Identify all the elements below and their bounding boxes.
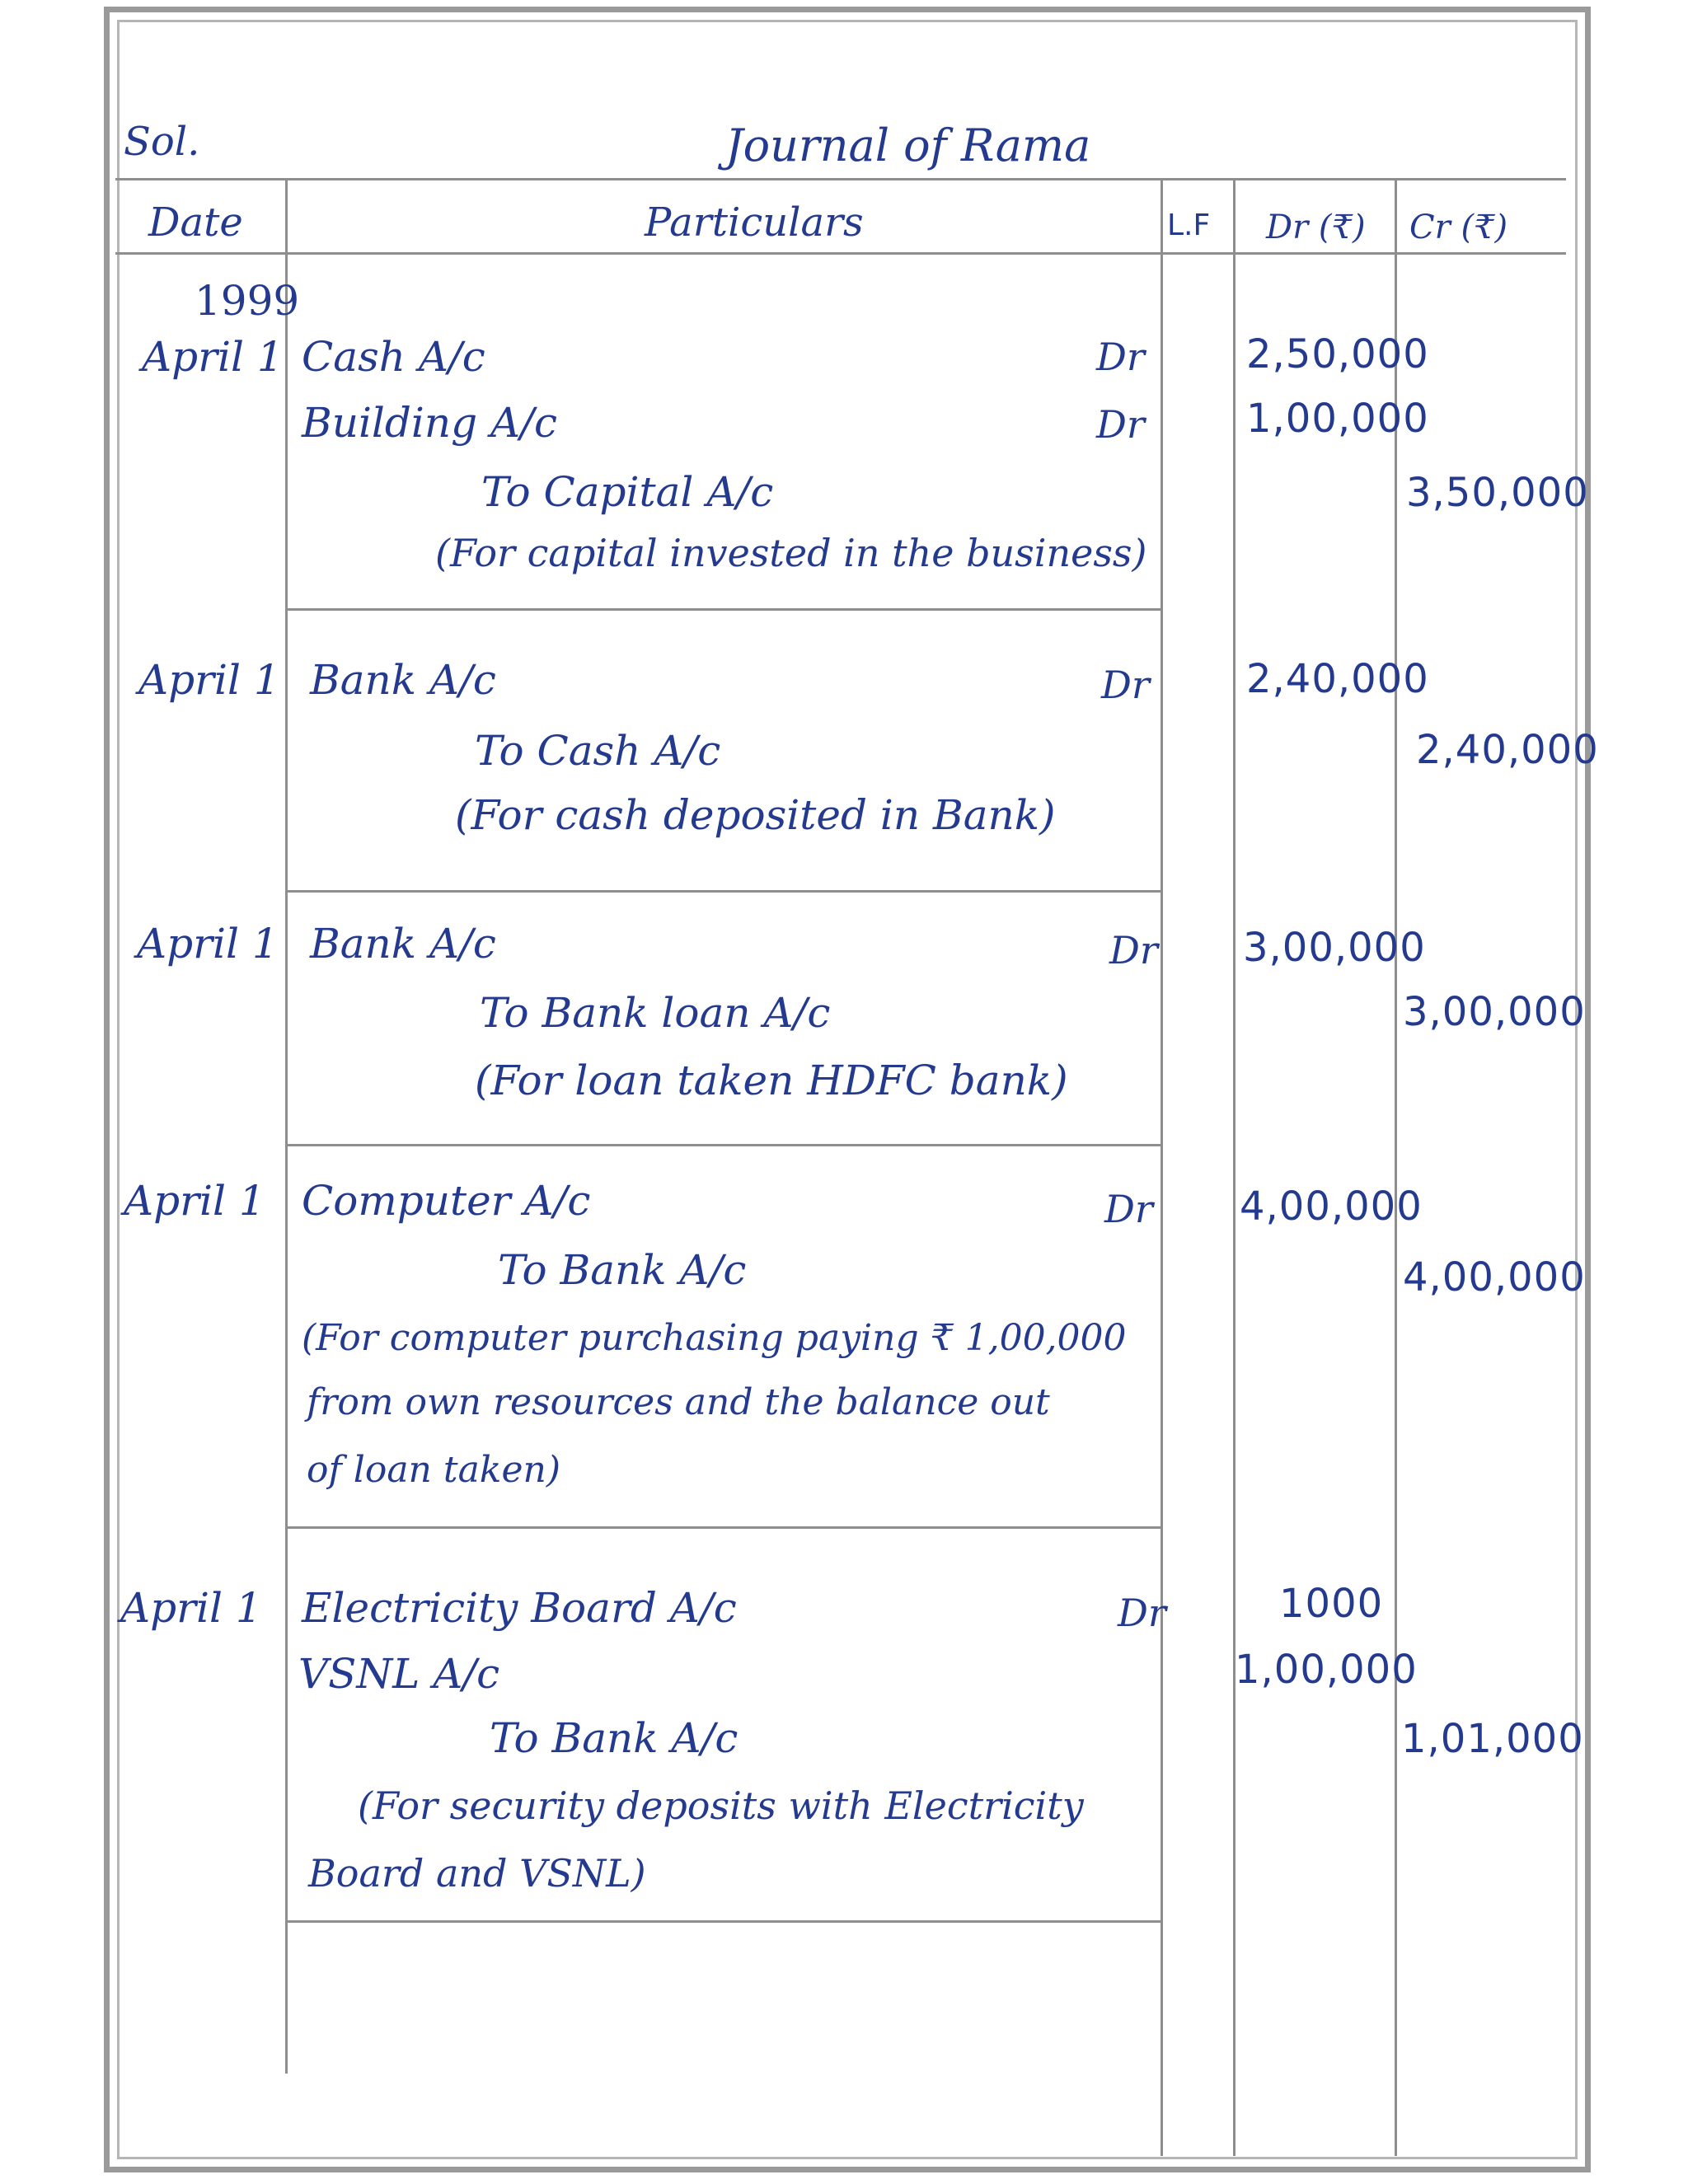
entry-1-narration-1: (For capital invested in the business) bbox=[435, 531, 1147, 575]
entry-3-narration-1: (For loan taken HDFC bank) bbox=[475, 1057, 1068, 1104]
entry-separator-4 bbox=[285, 1526, 1160, 1529]
header-rule bbox=[115, 252, 1566, 255]
entry-separator-2 bbox=[285, 890, 1160, 893]
entry-5-line-3-account: To Bank A/c bbox=[490, 1714, 738, 1762]
entry-5-narration-2: Board and VSNL) bbox=[308, 1851, 646, 1896]
entry-1-line-3-account: To Capital A/c bbox=[481, 468, 774, 516]
entry-4-line-2-account: To Bank A/c bbox=[498, 1246, 747, 1294]
entry-separator-3 bbox=[285, 1144, 1160, 1146]
entry-3-line-1-debit: 3,00,000 bbox=[1243, 925, 1426, 971]
entry-4-narration-1: (For computer purchasing paying ₹ 1,00,000 bbox=[302, 1317, 1127, 1359]
entry-4-line-2-credit: 4,00,000 bbox=[1403, 1254, 1586, 1301]
entry-5-line-2-debit: 1,00,000 bbox=[1235, 1647, 1418, 1693]
entry-2-line-2-account: To Cash A/c bbox=[475, 727, 721, 775]
entry-5-line-1-debit: 1000 bbox=[1279, 1581, 1384, 1627]
entry-2-line-1-dr-mark: Dr bbox=[1101, 663, 1150, 707]
entry-2-date: April 1 bbox=[138, 656, 280, 704]
entry-4-line-1-debit: 4,00,000 bbox=[1240, 1183, 1423, 1230]
entry-2-line-2-credit: 2,40,000 bbox=[1416, 727, 1599, 773]
lf-column-line-right bbox=[1233, 178, 1236, 2156]
col-header-debit: Dr (₹) bbox=[1266, 209, 1366, 246]
entry-2-narration-1: (For cash deposited in Bank) bbox=[455, 791, 1056, 839]
debit-column-line bbox=[1395, 178, 1397, 2156]
lf-column-line-left bbox=[1160, 178, 1163, 2156]
entry-3-line-1-account: Bank A/c bbox=[310, 920, 496, 968]
entry-2-line-1-debit: 2,40,000 bbox=[1246, 656, 1429, 702]
entry-year: 1999 bbox=[195, 277, 300, 325]
title-rule bbox=[115, 178, 1566, 180]
col-header-lf: L.F bbox=[1167, 209, 1211, 242]
entry-4-line-1-account: Computer A/c bbox=[302, 1177, 591, 1225]
entry-5-date: April 1 bbox=[120, 1584, 262, 1632]
entry-4-narration-3: of loan taken) bbox=[307, 1449, 560, 1491]
entry-5-line-1-dr-mark: Dr bbox=[1118, 1591, 1166, 1635]
entry-3-line-2-account: To Bank loan A/c bbox=[480, 989, 831, 1037]
entry-3-date: April 1 bbox=[137, 920, 279, 968]
entry-1-line-1-dr-mark: Dr bbox=[1096, 335, 1145, 379]
entry-2-line-1-account: Bank A/c bbox=[310, 656, 496, 704]
entry-separator-5 bbox=[285, 1920, 1160, 1923]
entry-4-line-1-dr-mark: Dr bbox=[1104, 1187, 1153, 1231]
entry-5-line-2-account: VSNL A/c bbox=[298, 1650, 500, 1698]
entry-4-date: April 1 bbox=[124, 1177, 265, 1225]
entry-1-date: April 1 bbox=[142, 333, 284, 381]
solution-label: Sol. bbox=[124, 119, 200, 165]
entry-1-line-3-credit: 3,50,000 bbox=[1406, 470, 1589, 516]
entry-5-line-3-credit: 1,01,000 bbox=[1401, 1716, 1584, 1762]
entry-1-line-1-account: Cash A/c bbox=[302, 333, 485, 381]
page-title: Journal of Rama bbox=[725, 120, 1091, 171]
entry-3-line-1-dr-mark: Dr bbox=[1109, 928, 1158, 972]
entry-1-line-2-dr-mark: Dr bbox=[1096, 402, 1145, 447]
date-column-line bbox=[285, 178, 288, 2074]
entry-1-line-2-debit: 1,00,000 bbox=[1246, 396, 1429, 442]
entry-separator-1 bbox=[285, 608, 1160, 611]
entry-5-line-1-account: Electricity Board A/c bbox=[302, 1584, 737, 1632]
entry-1-line-2-account: Building A/c bbox=[302, 399, 557, 447]
entry-4-narration-2: from own resources and the balance out bbox=[307, 1381, 1050, 1423]
col-header-date: Date bbox=[148, 199, 243, 246]
entry-5-narration-1: (For security deposits with Electricity bbox=[358, 1783, 1084, 1828]
entry-3-line-2-credit: 3,00,000 bbox=[1403, 989, 1586, 1035]
entry-1-line-1-debit: 2,50,000 bbox=[1246, 331, 1429, 377]
col-header-particulars: Particulars bbox=[645, 199, 864, 246]
col-header-credit: Cr (₹) bbox=[1409, 209, 1508, 246]
